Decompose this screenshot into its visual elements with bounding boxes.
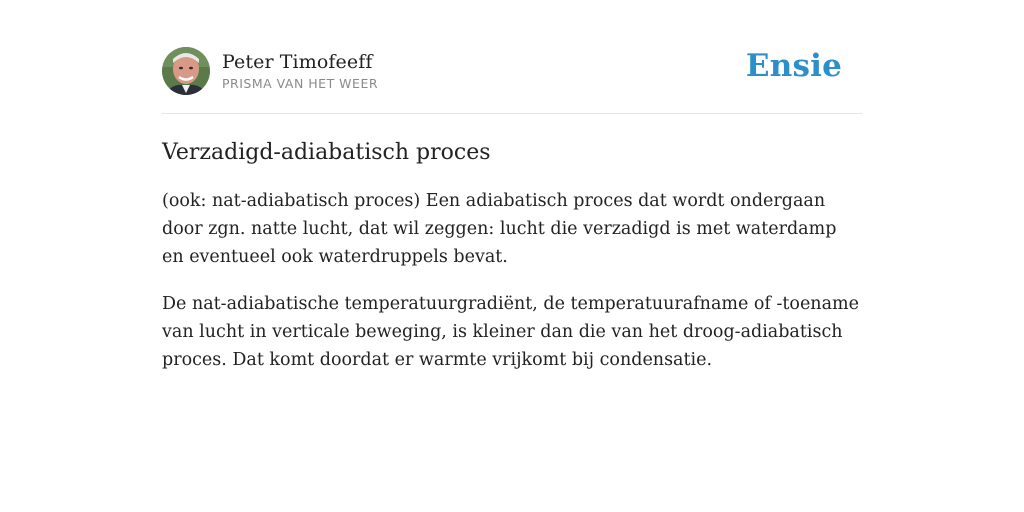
entry-card	[162, 46, 862, 374]
ensie-logo[interactable]: Ensie	[745, 48, 842, 84]
author-avatar[interactable]	[162, 47, 210, 95]
entry-title: Verzadigd-adiabatisch proces	[162, 140, 491, 165]
author-portrait-icon	[162, 47, 210, 95]
entry-paragraph-2: De nat-adiabatische temperatuurgradiënt, de temperatuurafname of -toename van lucht in verticale beweging, is kleiner dan die van het droog-adiabatisch proces. Dat komt doordat er warmte vrijkomt bij condensatie.	[162, 294, 859, 370]
author-name[interactable]: Peter Timofeeff	[222, 50, 373, 73]
entry-paragraph-1: (ook: nat-adiabatisch proces) Een adiabatisch proces dat wordt ondergaan door zgn. natte lucht, dat wil zeggen: lucht die verzadigd is met waterdamp en eventueel ook waterdruppels bevat.	[162, 191, 837, 267]
entry-header	[162, 46, 862, 96]
header-divider	[162, 113, 862, 114]
author-info	[222, 50, 378, 93]
author-source[interactable]: PRISMA VAN HET WEER	[222, 75, 379, 91]
